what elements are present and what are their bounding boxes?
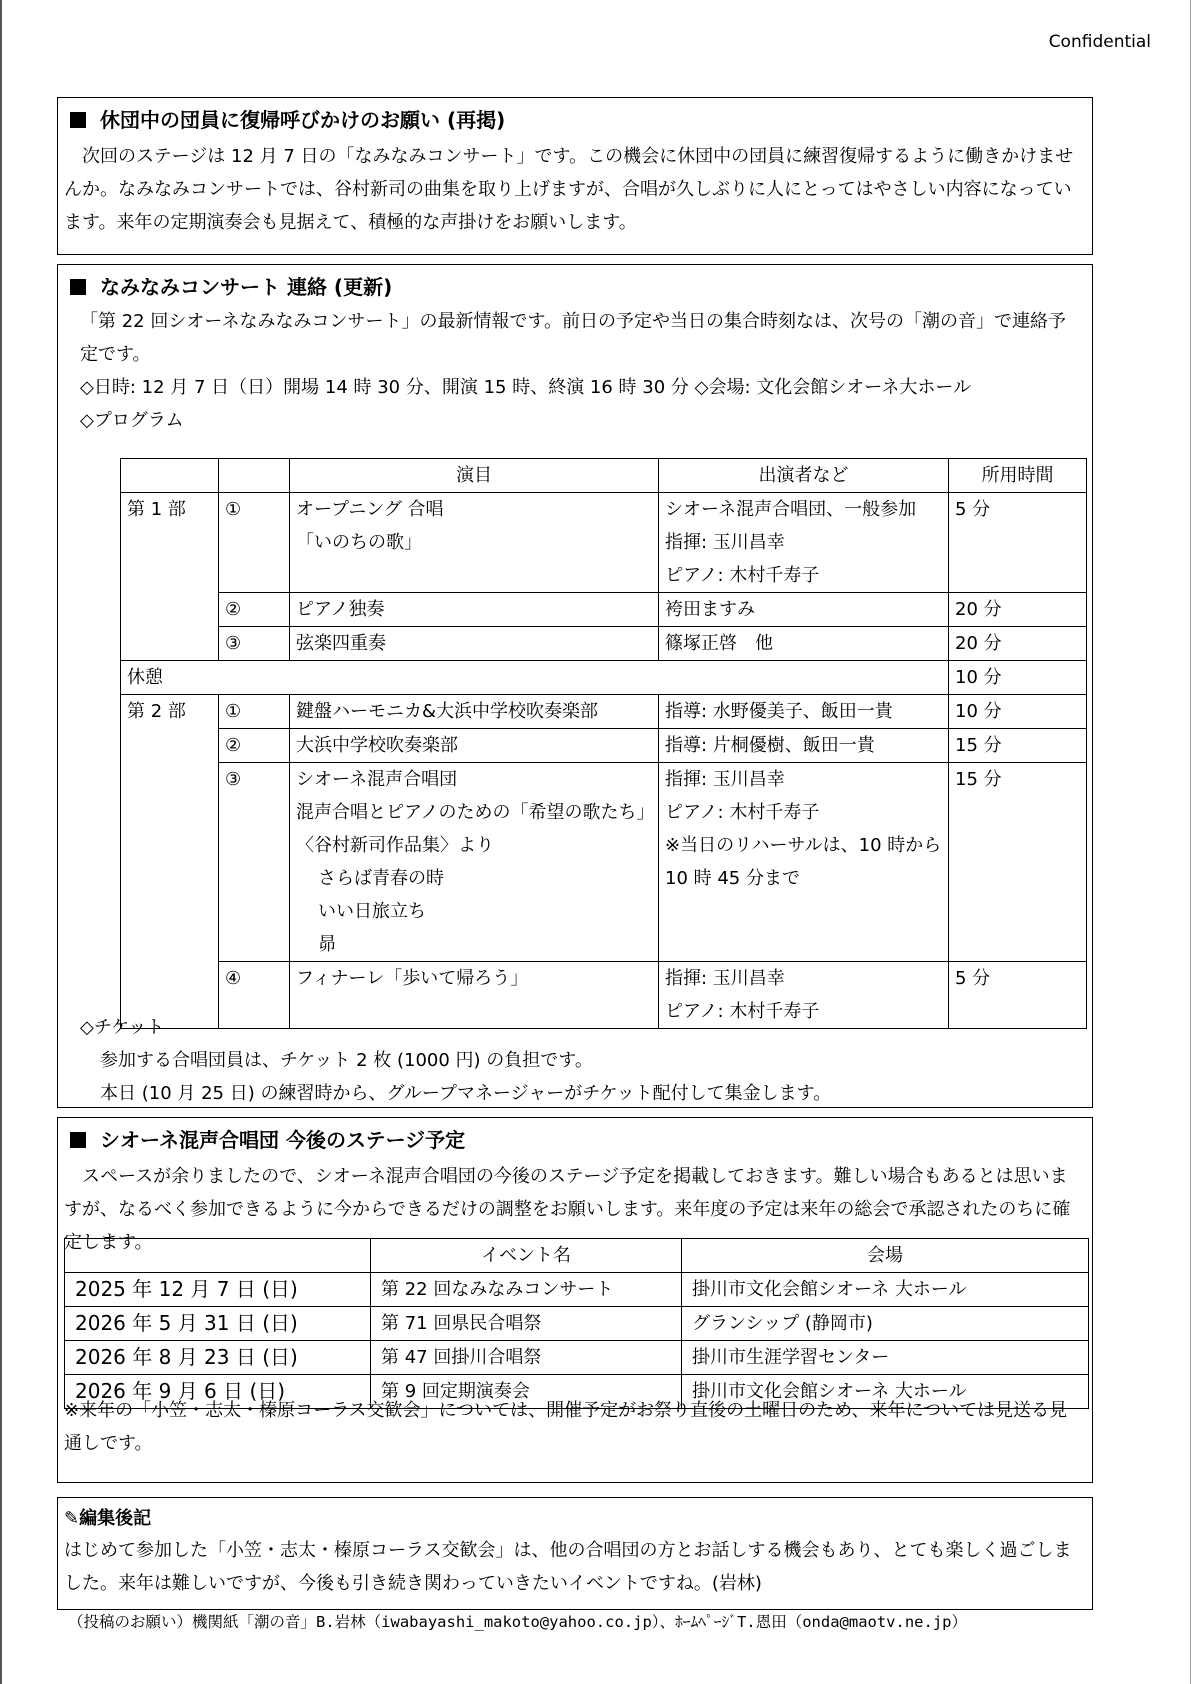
program-row [121,729,1087,763]
item-performer: 指揮: 玉川昌幸 ピアノ: 木村千寿子 ※当日のリハーサルは、10 時から 10 時 45 分まで [659,763,949,962]
item-number: ③ [219,627,290,661]
section-concert-info-heading [70,275,1092,299]
part-label: 第 1 部 [121,493,219,593]
schedule-date: 2026 年 8 月 23 日 (日) [65,1341,371,1375]
section-concert-info-title: なみなみコンサート 連絡 (更新) [100,275,393,299]
section-stage-schedule-heading [70,1128,1092,1152]
item-title: フィナーレ「歩いて帰ろう」 [290,962,659,1029]
item-title: 鍵盤ハーモニカ&大浜中学校吹奏楽部 [290,695,659,729]
square-bullet-icon [70,112,86,128]
item-title: オープニング 合唱 「いのちの歌」 [290,493,659,593]
section-concert-info [57,264,1093,1108]
schedule-venue: 掛川市文化会館シオーネ 大ホール [682,1273,1089,1307]
item-duration: 5 分 [949,962,1087,1029]
item-title: 弦楽四重奏 [290,627,659,661]
schedule-venue: 掛川市生涯学習センター [682,1341,1089,1375]
footer-contact: （投稿のお願い）機関紙「潮の音」B.岩林（iwabayashi_makoto@yahoo.co.jp）、ﾎｰﾑﾍﾟｰｼﾞT.恩田（onda@maotv.ne.jp） [68,1613,968,1631]
schedule-row [65,1341,1089,1375]
editor-note-title: ✎編集後記 [64,1508,152,1529]
break-duration: 10 分 [949,661,1087,695]
ticket-line-2: 本日 (10 月 25 日) の練習時から、グループマネージャーがチケット配付して集金します。 [100,1083,832,1104]
schedule-row [65,1273,1089,1307]
schedule-venue: グランシップ (静岡市) [682,1307,1089,1341]
program-label: ◇プログラム [80,410,184,431]
square-bullet-icon [70,1132,86,1148]
schedule-header-row [65,1239,1089,1273]
schedule-table [64,1238,1089,1409]
concert-intro: 「第 22 回シオーネなみなみコンサート」の最新情報です。前日の予定や当日の集合時刻なは、次号の「潮の音」で連絡予定です。 [80,311,1067,365]
section-editor-note [57,1497,1093,1610]
schedule-date: 2025 年 12 月 7 日 (日) [65,1273,371,1307]
item-performer: 袴田ますみ [659,593,949,627]
program-row [121,593,1087,627]
schedule-event: 第 9 回定期演奏会 [371,1375,682,1409]
item-duration: 20 分 [949,593,1087,627]
item-title: ピアノ独奏 [290,593,659,627]
program-header-row [121,459,1087,493]
page-edge-left [0,0,2,1684]
program-header-title: 演目 [290,459,659,493]
schedule-venue: 掛川市文化会館シオーネ 大ホール [682,1375,1089,1409]
item-title: シオーネ混声合唱団 混声合唱とピアノのための「希望の歌たち」 〈谷村新司作品集〉より さらば青春の時 いい日旅立ち 昴 [290,763,659,962]
schedule-date: 2026 年 9 月 6 日 (日) [65,1375,371,1409]
item-performer: 篠塚正啓 他 [659,627,949,661]
part-label: 第 2 部 [121,695,219,729]
schedule-intro: スペースが余りましたので、シオーネ混声合唱団の今後のステージ予定を掲載しておきます。難しい場合もあるとは思いますが、なるべく参加できるように今からできるだけの調整をお願いします。来年度の予定は来年の総会で承認されたのちに確定します。 [64,1166,1071,1253]
section-return-appeal-body: 次回のステージは 12 月 7 日の「なみなみコンサート」です。この機会に休団中の団員に練習復帰するように働きかけませんか。なみなみコンサートでは、谷村新司の曲集を取り上げますが、合唱が久しぶりに人にとってはやさしい内容になっています。来年の定期演奏会も見据えて、積極的な声掛けをお願いします。 [64,146,1074,233]
square-bullet-icon [70,279,86,295]
section-stage-schedule [57,1117,1093,1483]
schedule-note: ※来年の「小笠・志太・榛原コーラス交歓会」については、開催予定がお祭り直後の土曜日のため、来年については見送る見通しです。 [64,1400,1068,1454]
program-header-part [121,459,219,493]
item-number: ① [219,695,290,729]
program-header-number [219,459,290,493]
program-header-performer: 出演者など [659,459,949,493]
item-duration: 10 分 [949,695,1087,729]
schedule-event: 第 71 回県民合唱祭 [371,1307,682,1341]
concert-datetime: ◇日時: 12 月 7 日（日）開場 14 時 30 分、開演 15 時、終演 16 時 30 分 ◇会場: 文化会館シオーネ大ホール [80,377,971,398]
item-performer: 指揮: 玉川昌幸 ピアノ: 木村千寿子 [659,962,949,1029]
item-number: ② [219,593,290,627]
break-label: 休憩 [121,661,949,695]
item-number: ① [219,493,290,593]
schedule-event: 第 22 回なみなみコンサート [371,1273,682,1307]
section-return-appeal-heading [70,108,1092,132]
schedule-header-venue: 会場 [682,1239,1089,1273]
item-performer: 指導: 片桐優樹、飯田一貴 [659,729,949,763]
item-duration: 5 分 [949,493,1087,593]
section-return-appeal [57,97,1093,255]
schedule-row [65,1307,1089,1341]
item-number: ③ [219,763,290,962]
item-performer: 指導: 水野優美子、飯田一貴 [659,695,949,729]
section-return-appeal-title: 休団中の団員に復帰呼びかけのお願い (再掲) [100,108,506,132]
schedule-date: 2026 年 5 月 31 日 (日) [65,1307,371,1341]
program-row [121,695,1087,729]
item-title: 大浜中学校吹奏楽部 [290,729,659,763]
item-number: ② [219,729,290,763]
program-row [121,763,1087,962]
ticket-label: ◇チケット [80,1017,165,1038]
schedule-header-date [65,1239,371,1273]
schedule-event: 第 47 回掛川合唱祭 [371,1341,682,1375]
confidential-label: Confidential [1048,32,1151,52]
editor-note-body: はじめて参加した「小笠・志太・榛原コーラス交歓会」は、他の合唱団の方とお話しする機会もあり、とても楽しく過ごしました。来年は難しいですが、今後も引き続き関わっていきたいイベントですね。(岩林) [64,1539,1072,1594]
item-performer: シオーネ混声合唱団、一般参加 指揮: 玉川昌幸 ピアノ: 木村千寿子 [659,493,949,593]
item-duration: 20 分 [949,627,1087,661]
section-stage-schedule-title: シオーネ混声合唱団 今後のステージ予定 [100,1128,466,1152]
program-break-row [121,661,1087,695]
program-row [121,627,1087,661]
ticket-line-1: 参加する合唱団員は、チケット 2 枚 (1000 円) の負担です。 [100,1050,593,1071]
program-table [120,458,1087,1029]
program-row [121,493,1087,593]
item-number: ④ [219,962,290,1029]
item-duration: 15 分 [949,729,1087,763]
schedule-header-event: イベント名 [371,1239,682,1273]
program-header-duration: 所用時間 [949,459,1087,493]
item-duration: 15 分 [949,763,1087,962]
